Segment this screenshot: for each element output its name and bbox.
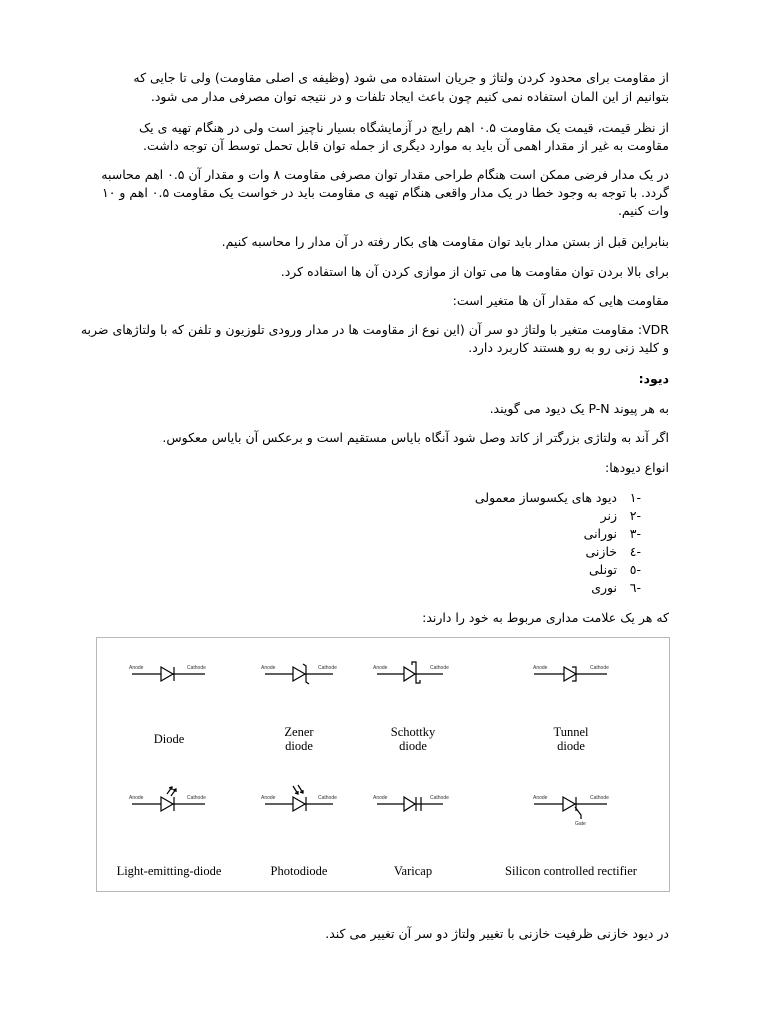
cathode-label: Cathode: [318, 665, 337, 671]
list-item-number: -٥: [629, 562, 641, 577]
list-item-number: -١: [629, 490, 641, 505]
paragraph-resistor-purpose-line-1: از مقاومت برای محدود کردن ولتاژ و جریان استفاده می شود (وظیفه ی اصلی مقاومت) ولی تا جایی که: [133, 70, 669, 85]
caption-led: Light-emitting-diode: [116, 864, 222, 878]
caption-varicap: Varicap: [393, 864, 433, 878]
list-item: نوری: [591, 580, 617, 595]
list-item-number: -٣: [629, 526, 641, 541]
anode-label: Anode: [129, 665, 144, 671]
cathode-label: Cathode: [187, 665, 206, 671]
paragraph-resistor-price-line-1: از نظر قیمت، قیمت یک مقاومت ۰.۵ اهم رایج در آزمایشگاه بسیار ناچیز است ولی در هنگام تهیه ی یک: [138, 120, 669, 135]
list-item: زنر: [600, 508, 617, 523]
paragraph-symbols-intro: که هر یک علامت مداری مربوط به خود را دارند:: [422, 610, 669, 625]
paragraph-varicap-capacitance: در دیود خازنی ظرفیت خازنی با تغییر ولتاژ دو سر آن تغییر می کند.: [325, 926, 669, 941]
paragraph-variable-resistors: مقاومت هایی که مقدار آن ها متغیر است:: [452, 293, 669, 308]
caption-schottky-line-2: diode: [399, 739, 427, 753]
caption-tunnel-line-1: Tunnel: [553, 725, 589, 739]
paragraph-parallel-resistors: برای بالا بردن توان مقاومت ها می توان از موازی کردن آن ها استفاده کرد.: [280, 264, 669, 279]
paragraph-power-calc-line-2: گردد. با توجه به وجود خطا در یک مدار واقعی هنگام تهیه ی مقاومت باید در خواست یک مقاومت ۰.۵ اهم و ۱۰: [102, 185, 669, 200]
cathode-label: Cathode: [187, 795, 206, 801]
list-item: دیود های یکسوساز معمولی: [474, 490, 617, 505]
cathode-label: Cathode: [430, 665, 449, 671]
anode-label: Anode: [261, 665, 276, 671]
paragraph-diode-types-intro: انواع دیودها:: [605, 460, 669, 475]
list-item-number: -٢: [629, 508, 641, 523]
gate-label: Gate: [575, 821, 586, 827]
list-item: خازنی: [585, 544, 617, 559]
paragraph-vdr-line-2: و کلید زنی رو به رو هستند کاربرد دارد.: [468, 340, 669, 355]
paragraph-bias: اگر آند به ولتاژی بزرگتر از کاتد وصل شود آنگاه بایاس مستقیم است و برعکس آن بایاس معکوس.: [162, 430, 669, 445]
anode-label: Anode: [373, 795, 388, 801]
cathode-label: Cathode: [590, 665, 609, 671]
cathode-label: Cathode: [590, 795, 609, 801]
paragraph-vdr-line-1: VDR: مقاومت متغیر با ولتاژ دو سر آن (این نوع از مقاومت ها در مدار ورودی تلوزیون و تلفن که با ولتاژهای ضربه: [80, 322, 669, 337]
heading-diode: دیود:: [638, 371, 669, 386]
paragraph-power-calc-line-1: در یک مدار فرضی ممکن است هنگام طراحی مقدار توان مصرفی مقاومت ۸ وات و مقدار آن ۰.۵ اهم محاسبه: [101, 167, 669, 182]
caption-photodiode: Photodiode: [270, 864, 328, 878]
caption-diode: Diode: [153, 732, 185, 746]
paragraph-power-calc-line-3: وات کنیم.: [617, 203, 669, 218]
paragraph-calc-before-build: بنابراین قبل از بستن مدار باید توان مقاومت های بکار رفته در آن مدار را محاسبه کنیم.: [221, 234, 669, 249]
caption-schottky-line-1: Schottky: [390, 725, 436, 739]
caption-zener-line-1: Zener: [284, 725, 314, 739]
paragraph-resistor-price-line-2: مقاومت به غیر از مقدار اهمی آن باید به موارد دیگری از جمله توان قابل تحمل توسط آن توجه داشت.: [143, 138, 669, 153]
list-item-number: -٤: [629, 544, 641, 559]
diode-symbols-drawing: [97, 638, 671, 893]
caption-zener-line-2: diode: [285, 739, 313, 753]
caption-scr: Silicon controlled rectifier: [505, 864, 637, 878]
anode-label: Anode: [373, 665, 388, 671]
anode-label: Anode: [533, 665, 548, 671]
list-item-number: -٦: [629, 580, 641, 595]
list-item: تونلی: [589, 562, 617, 577]
diode-symbols-figure: [96, 637, 670, 892]
anode-label: Anode: [261, 795, 276, 801]
list-item: نورانی: [583, 526, 617, 541]
paragraph-resistor-purpose-line-2: بتوانیم از این المان استفاده نمی کنیم چون باعث ایجاد تلفات و در نتیجه توان مصرفی مدار می شود.: [150, 89, 669, 104]
caption-tunnel-line-2: diode: [557, 739, 585, 753]
anode-label: Anode: [129, 795, 144, 801]
cathode-label: Cathode: [318, 795, 337, 801]
cathode-label: Cathode: [430, 795, 449, 801]
paragraph-pn-junction: به هر پیوند P-N یک دیود می گویند.: [489, 401, 669, 416]
anode-label: Anode: [533, 795, 548, 801]
